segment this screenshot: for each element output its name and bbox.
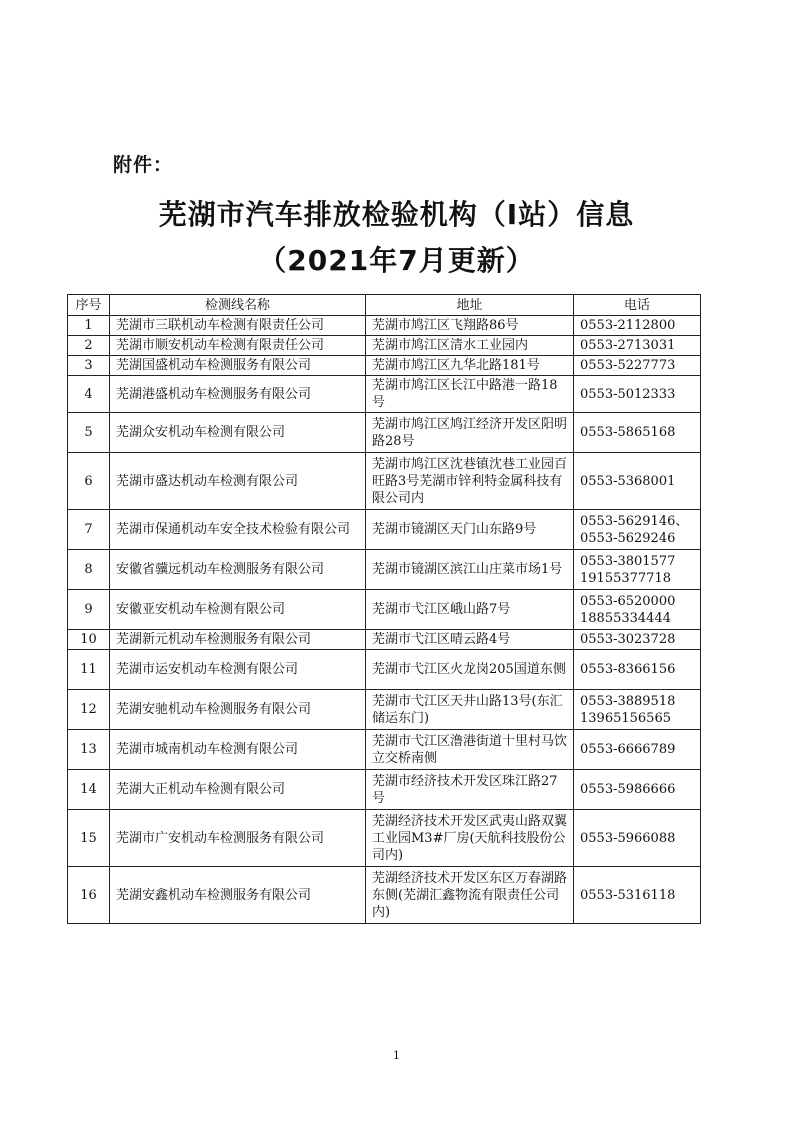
table-row — [68, 550, 701, 590]
table-body — [68, 316, 701, 924]
column-header-address: 地址 — [366, 295, 574, 316]
table-row — [68, 316, 701, 336]
station-phone: 0553-6520000 18855334444 — [574, 590, 701, 630]
table-row — [68, 590, 701, 630]
station-address: 芜湖经济技术开发区武夷山路双翼工业园M3#厂房(天航科技股份公司内) — [366, 810, 574, 867]
row-number: 14 — [68, 770, 110, 810]
station-name: 芜湖市城南机动车检测有限公司 — [110, 730, 366, 770]
station-address: 芜湖市弋江区峨山路7号 — [366, 590, 574, 630]
table-row — [68, 376, 701, 413]
attachment-label: 附件： — [113, 154, 174, 176]
table-row — [68, 690, 701, 730]
station-name: 安徽省骥远机动车检测服务有限公司 — [110, 550, 366, 590]
table-row — [68, 730, 701, 770]
table-row — [68, 630, 701, 650]
row-number: 8 — [68, 550, 110, 590]
station-address: 芜湖市弋江区澛港街道十里村马饮立交桥南侧 — [366, 730, 574, 770]
table-row — [68, 510, 701, 550]
row-number: 12 — [68, 690, 110, 730]
row-number: 16 — [68, 867, 110, 924]
document-title: 芜湖市汽车排放检验机构（I站）信息 — [158, 198, 635, 231]
table-row — [68, 336, 701, 356]
station-name: 芜湖众安机动车检测有限公司 — [110, 413, 366, 453]
table-header-row — [68, 295, 701, 316]
table-row — [68, 867, 701, 924]
row-number: 1 — [68, 316, 110, 336]
column-header-name: 检测线名称 — [110, 295, 366, 316]
station-phone: 0553-3889518 13965156565 — [574, 690, 701, 730]
station-address: 芜湖市弋江区天井山路13号(东汇储运东门) — [366, 690, 574, 730]
row-number: 13 — [68, 730, 110, 770]
station-address: 芜湖市镜湖区天门山东路9号 — [366, 510, 574, 550]
table-row — [68, 356, 701, 376]
table-row — [68, 770, 701, 810]
station-address: 芜湖市鸠江区沈巷镇沈巷工业园百旺路3号芜湖市锌利特金属科技有限公司内 — [366, 453, 574, 510]
row-number: 6 — [68, 453, 110, 510]
station-name: 芜湖国盛机动车检测服务有限公司 — [110, 356, 366, 376]
station-address: 芜湖市鸠江区鸠江经济开发区阳明路28号 — [366, 413, 574, 453]
column-header-phone: 电话 — [574, 295, 701, 316]
station-name: 芜湖市盛达机动车检测有限公司 — [110, 453, 366, 510]
row-number: 10 — [68, 630, 110, 650]
station-name: 安徽亚安机动车检测有限公司 — [110, 590, 366, 630]
station-phone: 0553-3023728 — [574, 630, 701, 650]
row-number: 3 — [68, 356, 110, 376]
station-address: 芜湖市鸠江区长江中路港一路18号 — [366, 376, 574, 413]
column-header-no: 序号 — [68, 295, 110, 316]
station-name: 芜湖市运安机动车检测有限公司 — [110, 650, 366, 690]
row-number: 7 — [68, 510, 110, 550]
station-name: 芜湖新元机动车检测服务有限公司 — [110, 630, 366, 650]
station-phone: 0553-3801577 19155377718 — [574, 550, 701, 590]
station-phone: 0553-5986666 — [574, 770, 701, 810]
table-row — [68, 650, 701, 690]
station-phone: 0553-6666789 — [574, 730, 701, 770]
station-phone: 0553-8366156 — [574, 650, 701, 690]
station-name: 芜湖市保通机动车安全技术检验有限公司 — [110, 510, 366, 550]
station-name: 芜湖市顺安机动车检测有限责任公司 — [110, 336, 366, 356]
station-phone: 0553-5227773 — [574, 356, 701, 376]
station-name: 芜湖大正机动车检测有限公司 — [110, 770, 366, 810]
page-number: 1 — [393, 1049, 400, 1062]
station-phone: 0553-5966088 — [574, 810, 701, 867]
station-phone: 0553-5316118 — [574, 867, 701, 924]
station-name: 芜湖安鑫机动车检测服务有限公司 — [110, 867, 366, 924]
station-address: 芜湖市弋江区晴云路4号 — [366, 630, 574, 650]
station-address: 芜湖市鸠江区飞翔路86号 — [366, 316, 574, 336]
station-phone: 0553-5368001 — [574, 453, 701, 510]
station-address: 芜湖经济技术开发区东区万春湖路东侧(芜湖汇鑫物流有限责任公司内) — [366, 867, 574, 924]
station-name: 芜湖市三联机动车检测有限责任公司 — [110, 316, 366, 336]
station-phone: 0553-2112800 — [574, 316, 701, 336]
station-phone: 0553-2713031 — [574, 336, 701, 356]
station-phone: 0553-5629146、0553-5629246 — [574, 510, 701, 550]
row-number: 5 — [68, 413, 110, 453]
row-number: 11 — [68, 650, 110, 690]
station-name: 芜湖市广安机动车检测服务有限公司 — [110, 810, 366, 867]
station-phone: 0553-5012333 — [574, 376, 701, 413]
station-phone: 0553-5865168 — [574, 413, 701, 453]
station-address: 芜湖市镜湖区滨江山庄菜市场1号 — [366, 550, 574, 590]
document-subtitle: （2021年7月更新） — [258, 244, 535, 277]
table-row — [68, 453, 701, 510]
table-row — [68, 413, 701, 453]
table-row — [68, 810, 701, 867]
station-address: 芜湖市鸠江区九华北路181号 — [366, 356, 574, 376]
station-name: 芜湖港盛机动车检测服务有限公司 — [110, 376, 366, 413]
inspection-stations-table — [67, 294, 701, 924]
station-address: 芜湖市经济技术开发区珠江路27号 — [366, 770, 574, 810]
station-name: 芜湖安驰机动车检测服务有限公司 — [110, 690, 366, 730]
station-address: 芜湖市鸠江区清水工业园内 — [366, 336, 574, 356]
row-number: 2 — [68, 336, 110, 356]
row-number: 9 — [68, 590, 110, 630]
row-number: 15 — [68, 810, 110, 867]
station-address: 芜湖市弋江区火龙岗205国道东侧 — [366, 650, 574, 690]
row-number: 4 — [68, 376, 110, 413]
